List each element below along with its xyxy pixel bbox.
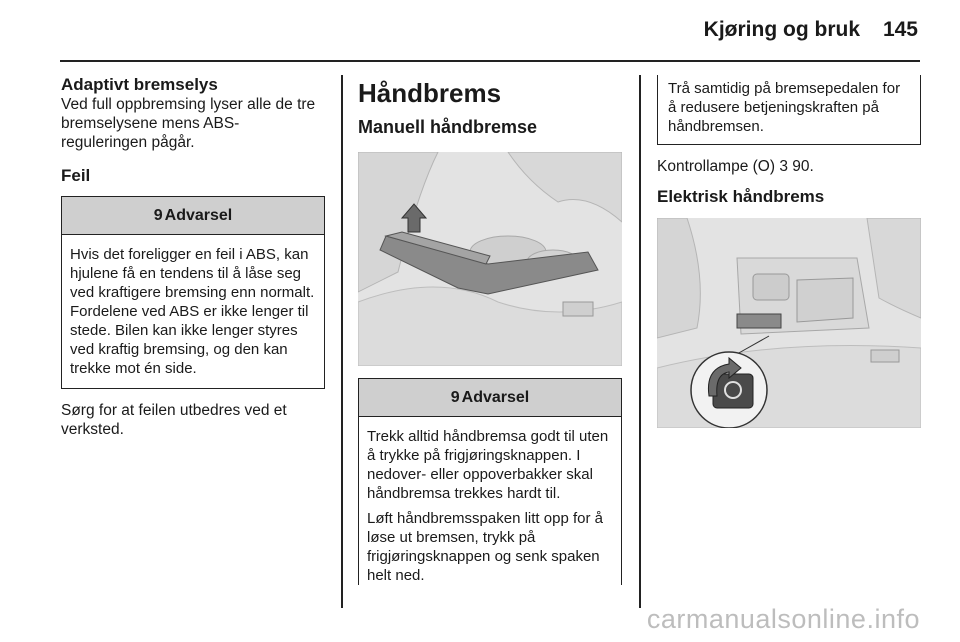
electric-handbrake-illustration <box>657 218 921 428</box>
warning-symbol-icon: 9 <box>153 206 163 224</box>
brake-indicator-icon: (O) <box>752 158 776 175</box>
warning-text <box>62 235 324 388</box>
warning-header <box>359 379 621 417</box>
section-heading-adaptive-brake-light: Adaptivt bremselys <box>61 75 218 94</box>
manual-handbrake-illustration <box>358 152 622 366</box>
warning-header <box>62 197 324 235</box>
warning-title: Advarsel <box>164 206 233 224</box>
section-heading-electric-handbrake: Elektrisk håndbrems <box>657 187 825 206</box>
watermark: carmanualsonline.info <box>646 604 920 634</box>
warning-paragraph: Løft håndbremsspaken litt opp for å løse ut bremsen, trykk på frigjøringsknappen og senk spaken helt ned. <box>367 510 603 584</box>
page-number: 145 <box>882 18 918 41</box>
section-heading-manual-handbrake: Manuell håndbremse <box>358 117 538 137</box>
header-rule <box>60 60 920 62</box>
header-title: Kjøring og bruk <box>703 18 860 41</box>
column-left <box>61 75 325 439</box>
warning-title: Advarsel <box>461 388 530 406</box>
page-reference: 90. <box>792 158 814 175</box>
repair-instruction: Sørg for at feilen utbedres ved et verksted. <box>61 402 287 438</box>
manual-handbrake-drawing <box>358 152 622 366</box>
warning-symbol-icon: 9 <box>450 388 460 406</box>
warning-continuation-box <box>657 75 921 145</box>
warning-text <box>359 417 621 585</box>
indicator-label: Kontrollampe <box>657 158 749 175</box>
section-heading-fault: Feil <box>61 166 91 185</box>
warning-box <box>358 378 622 585</box>
electric-handbrake-drawing <box>657 218 921 428</box>
column-divider <box>639 75 641 608</box>
adaptive-brake-light-text: Ved full oppbremsing lyser alle de tre bremselysene mens ABS-reguleringen pågår. <box>61 96 316 151</box>
page-header <box>0 0 960 64</box>
warning-paragraph: Trekk alltid håndbremsa godt til uten å trykke på frigjøringsknappen. I nedover- eller oppoverbakker skal håndbremsa trekkes hardt til. <box>367 428 609 502</box>
section-heading-handbrake: Håndbrems <box>358 78 502 108</box>
page-reference-icon: 3 <box>779 158 788 175</box>
column-right <box>657 75 921 428</box>
warning-paragraph: Hvis det foreligger en feil i ABS, kan hjulene få en tendens til å låse seg ved kraftigere bremsing enn normalt. Fordelene ved ABS er ikke lenger til stede. Bilen kan ikke lenger styres ved kraftig bremsing, og den kan trekke mot én side. <box>70 246 315 377</box>
column-divider <box>341 75 343 608</box>
warning-box <box>61 196 325 389</box>
note-text: Trå samtidig på bremsepedalen for å redusere betjeningskraften på håndbremsen. <box>668 80 901 135</box>
indicator-reference <box>657 157 921 176</box>
column-middle <box>358 75 622 585</box>
